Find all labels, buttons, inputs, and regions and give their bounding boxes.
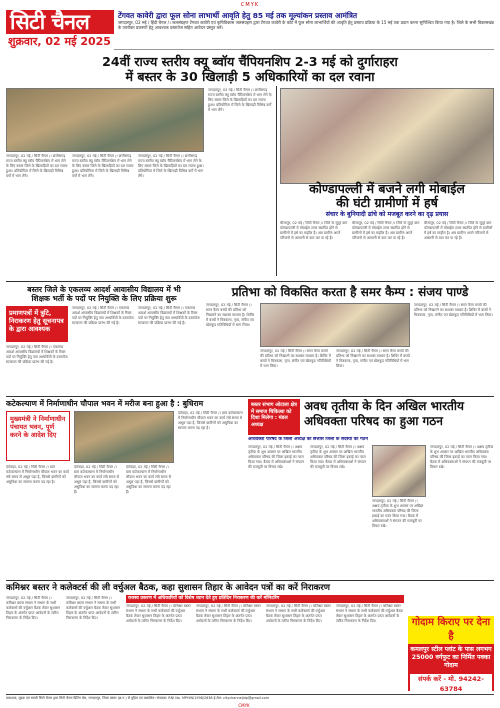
story6-body-col2: जगदलपुर, 02 मई / सिटी चैनल /। अक्षय तृतीया के शुभ अवसर पर अखिल भारतीय अधिवक्ता परिषद की जिला इकाई का गठन किया गया। बैठक में अधिवक्ताओं ने संगठन की मजबूती पर विचार रखे। xyxy=(310,445,367,469)
story3-body-col1: जगदलपुर, 02 मई / सिटी चैनल /। एकलव्य आदर्श आवासीय विद्यालयों में शिक्षकों के रिक्त पदों पर नियुक्ति हेतु पात्र अभ्यर्थियों के दस्तावेज सत्यापन की प्रक्रिया प्रारंभ की गई है। xyxy=(6,345,68,364)
story5-photo xyxy=(74,411,174,463)
story7-body-col6: जगदलपुर, 02 मई / सिटी चैनल /। कमिश्नर बस्तर संभाग ने संभाग के सभी कलेक्टर्स की वर्चुअल बैठक लेकर सुशासन तिहार के अंतर्गत प्राप्त आवेदनों के त्वरित निराकरण के निर्देश दिए। xyxy=(336,604,404,623)
story5-body-col3: दंतेवाड़ा, 02 मई / सिटी चैनल /। ग्राम कटेकल्याण में निर्माणाधीन चौपाल भवन का कार्य लंबे समय से अधूरा पड़ा है, जिससे ग्रामीणों को असुविधा का सामना करना पड़ रहा है। xyxy=(126,465,172,494)
story7-body-col5: जगदलपुर, 02 मई / सिटी चैनल /। कमिश्नर बस्तर संभाग ने संभाग के सभी कलेक्टर्स की वर्चुअल बैठक लेकर सुशासन तिहार के अंतर्गत प्राप्त आवेदनों के त्वरित निराकरण के निर्देश दिए। xyxy=(266,604,331,623)
story3-headline-1: बस्तर जिले के एकलव्य आदर्श आवासीय विद्यालय में भी xyxy=(27,285,181,294)
story5-body-col4: दंतेवाड़ा, 02 मई / सिटी चैनल /। ग्राम कटेकल्याण में निर्माणाधीन चौपाल भवन का कार्य लंबे समय से अधूरा पड़ा है, जिससे ग्रामीणों को असुविधा का सामना करना पड़ रहा है। xyxy=(178,411,243,430)
masthead-title: सिटी चैनल xyxy=(6,10,114,34)
lead-headline: टेंगवत कावेरी द्वारा फूल सोना लाभार्थी आवृति हेतु 85 मई तक मूल्यांकन प्रस्ताव आमंत्रित xyxy=(118,11,358,20)
story4-body-col2: जगदलपुर, 02 मई / सिटी चैनल /। समर कैम्प बच्चों की प्रतिभा को निखारने का सशक्त माध्यम है। शिविर में बच्चों ने चित्रकला, नृत्य, संगीत एवं खेलकूद गतिविधियों में भाग लिया। xyxy=(260,349,331,368)
story-adhivakta-parishad xyxy=(248,399,494,577)
story5-side-box: मुख्यमंत्री ने निर्माणाधीन पंचायत भवन, पूर्ण करने के आदेश दिए xyxy=(6,411,70,461)
story1-headline-1: 24वीं राज्य स्तरीय क्यू ब्वॉय चैंपियनशिप 2-3 मई को दुर्गाराहरा xyxy=(102,54,398,69)
story4-body-col4: जगदलपुर, 02 मई / सिटी चैनल /। समर कैम्प बच्चों की प्रतिभा को निखारने का सशक्त माध्यम है। शिविर में बच्चों ने चित्रकला, नृत्य, संगीत एवं खेलकूद गतिविधियों में भाग लिया। xyxy=(414,303,493,317)
story6-headline-1: अवध तृतीया के दिन अखिल भारतीय xyxy=(304,399,464,413)
story2-body-col1: बीजापुर, 02 मई / सिटी चैनल /। जिले के सुदूर ग्राम कोण्डापल्ली में मोबाईल टावर स्थापित होने से ग्रामीणों में हर्ष का माहौल है। अब ग्रामीण अपने परिजनों से आसानी से बात कर पा रहे हैं। xyxy=(280,221,348,240)
masthead-row xyxy=(6,10,494,50)
cmyk-mark: CMYK xyxy=(240,2,260,8)
story3-body-col2: जगदलपुर, 02 मई / सिटी चैनल /। एकलव्य आदर्श आवासीय विद्यालयों में शिक्षकों के रिक्त पदों पर नियुक्ति हेतु पात्र अभ्यर्थियों के दस्तावेज सत्यापन की प्रक्रिया प्रारंभ की गई है। xyxy=(72,306,134,325)
story-commissioner-meeting xyxy=(6,583,404,693)
story2-headline-2: की घंटी ग्रामीणों में हर्ष xyxy=(336,195,438,210)
section-divider xyxy=(6,281,494,282)
story5-body-col1: दंतेवाड़ा, 02 मई / सिटी चैनल /। ग्राम कटेकल्याण में निर्माणाधीन चौपाल भवन का कार्य लंबे समय से अधूरा पड़ा है, जिससे ग्रामीणों को असुविधा का सामना करना पड़ रहा है। xyxy=(6,465,69,484)
masthead-date: शुक्रवार, 02 मई 2025 xyxy=(6,34,114,50)
story7-body-col1: जगदलपुर, 02 मई / सिटी चैनल /। कमिश्नर बस्तर संभाग ने संभाग के सभी कलेक्टर्स की वर्चुअल बैठक लेकर सुशासन तिहार के अंतर्गत प्राप्त आवेदनों के त्वरित निराकरण के निर्देश दिए। xyxy=(6,596,61,620)
story1-body-col3: जगदलपुर, 02 मई / सिटी चैनल /। छत्तीसगढ़ राज्य स्तरीय क्यू ब्वॉय चैंपियनशिप में भाग लेने के लिए बस्तर जिले के खिलाड़ियों का दल रवाना हुआ। प्रतियोगिता में जिले के खिलाड़ी विभिन्न वर्गों में भाग लेंगे। xyxy=(138,154,204,178)
story4-body-col1: जगदलपुर, 02 मई / सिटी चैनल /। समर कैम्प बच्चों की प्रतिभा को निखारने का सशक्त माध्यम है। शिविर में बच्चों ने चित्रकला, नृत्य, संगीत एवं खेलकूद गतिविधियों में भाग लिया। xyxy=(206,303,255,327)
story1-body-col2: जगदलपुर, 02 मई / सिटी चैनल /। छत्तीसगढ़ राज्य स्तरीय क्यू ब्वॉय चैंपियनशिप में भाग लेने के लिए बस्तर जिले के खिलाड़ियों का दल रवाना हुआ। प्रतियोगिता में जिले के खिलाड़ी विभिन्न वर्गों में भाग लेंगे। xyxy=(72,154,134,178)
masthead xyxy=(6,10,114,50)
story7-body-col3: जगदलपुर, 02 मई / सिटी चैनल /। कमिश्नर बस्तर संभाग ने संभाग के सभी कलेक्टर्स की वर्चुअल बैठक लेकर सुशासन तिहार के अंतर्गत प्राप्त आवेदनों के त्वरित निराकरण के निर्देश दिए। xyxy=(126,604,191,623)
imprint-line: प्रकाशक, मुद्रक एवं स्वामी सिटी चैनल द्वारा सिटी चैनल प्रिंटिंग प्रेस, जगदलपुर, जिला बस्तर (छ.ग.) से मुद्रित एवं प्रकाशित। संपादक: RNI No. MPHIN/1998/2638 ई-मेल: citychanneljdp@gmail.com xyxy=(6,694,494,704)
story6-subhead: अधिवक्ता परिषद के जिला अध्यक्ष का छत्तीस जिलों के सदस्यों का गठन xyxy=(248,437,368,442)
lead-story xyxy=(118,11,494,50)
story-eklavya-teacher xyxy=(6,285,202,393)
story1-body-col1: जगदलपुर, 02 मई / सिटी चैनल /। छत्तीसगढ़ राज्य स्तरीय क्यू ब्वॉय चैंपियनशिप में भाग लेने के लिए बस्तर जिले के खिलाड़ियों का दल रवाना हुआ। प्रतियोगिता में जिले के खिलाड़ी विभिन्न वर्गों में भाग लेंगे। xyxy=(6,154,68,178)
story2-photo xyxy=(280,88,494,184)
story2-body-col3: बीजापुर, 02 मई / सिटी चैनल /। जिले के सुदूर ग्राम कोण्डापल्ली में मोबाईल टावर स्थापित होने से ग्रामीणों में हर्ष का माहौल है। अब ग्रामीण अपने परिजनों से आसानी से बात कर पा रहे हैं। xyxy=(424,221,493,240)
story3-red-box: प्रमाणपत्रों में त्रुटि, निराकरण हेतु सूचनापत्र के द्वारा आवश्यक xyxy=(6,306,68,342)
story1-headline-2: में बस्तर के 30 खिलाड़ी 5 अधिकारियों का दल रवाना xyxy=(125,69,375,84)
story3-body-col3: जगदलपुर, 02 मई / सिटी चैनल /। एकलव्य आदर्श आवासीय विद्यालयों में शिक्षकों के रिक्त पदों पर नियुक्ति हेतु पात्र अभ्यर्थियों के दस्तावेज सत्यापन की प्रक्रिया प्रारंभ की गई है। xyxy=(138,306,200,325)
story6-badge: बस्तर संभाग ओटाला क्षेत्र में समाज चिकित्सा को दिशा मिलेगा : मंडल अध्यक्ष xyxy=(248,399,300,435)
story7-body-col2: जगदलपुर, 02 मई / सिटी चैनल /। कमिश्नर बस्तर संभाग ने संभाग के सभी कलेक्टर्स की वर्चुअल बैठक लेकर सुशासन तिहार के अंतर्गत प्राप्त आवेदनों के त्वरित निराकरण के निर्देश दिए। xyxy=(66,596,121,620)
story4-photo xyxy=(260,303,410,347)
section-divider xyxy=(6,396,494,397)
story1-body-col4: जगदलपुर, 02 मई / सिटी चैनल /। छत्तीसगढ़ राज्य स्तरीय क्यू ब्वॉय चैंपियनशिप में भाग लेने के लिए बस्तर जिले के खिलाड़ियों का दल रवाना हुआ। प्रतियोगिता में जिले के खिलाड़ी विभिन्न वर्गों में भाग लेंगे। xyxy=(208,88,272,112)
story4-body-col3: जगदलपुर, 02 मई / सिटी चैनल /। समर कैम्प बच्चों की प्रतिभा को निखारने का सशक्त माध्यम है। शिविर में बच्चों ने चित्रकला, नृत्य, संगीत एवं खेलकूद गतिविधियों में भाग लिया। xyxy=(336,349,410,368)
story7-body-col4: जगदलपुर, 02 मई / सिटी चैनल /। कमिश्नर बस्तर संभाग ने संभाग के सभी कलेक्टर्स की वर्चुअल बैठक लेकर सुशासन तिहार के अंतर्गत प्राप्त आवेदनों के त्वरित निराकरण के निर्देश दिए। xyxy=(196,604,261,623)
column-divider xyxy=(276,86,277,276)
story3-headline-2: शिक्षक भर्ती के पदों पर नियुक्ति के लिए प्रक्रिया शुरू xyxy=(31,294,177,303)
ad-contact: संपर्क करें - मो. 94242-63784 xyxy=(410,674,492,694)
story6-body-col3: जगदलपुर, 02 मई / सिटी चैनल /। अक्षय तृतीया के शुभ अवसर पर अखिल भारतीय अधिवक्ता परिषद की जिला इकाई का गठन किया गया। बैठक में अधिवक्ताओं ने संगठन की मजबूती पर विचार रखे। xyxy=(372,499,424,528)
story2-headline-1: कोण्डापल्ली में बजने लगी मोबाईल xyxy=(309,181,465,196)
story-summer-camp xyxy=(206,285,494,393)
godown-rent-ad xyxy=(408,616,494,691)
story6-body-col1: जगदलपुर, 02 मई / सिटी चैनल /। अक्षय तृतीया के शुभ अवसर पर अखिल भारतीय अधिवक्ता परिषद की जिला इकाई का गठन किया गया। बैठक में अधिवक्ताओं ने संगठन की मजबूती पर विचार रखे। xyxy=(248,445,305,469)
lead-body: जगदलपुर, 02 मई / हिंदी चैनल /। जलसंग्रहण टेंगवत कावेरी एवं कृषिविकास जलसंग्रहण द्वारा टेंगवत कावेरी के कोर्ट में फूल सोना लाभार्थियों की आवृति हेतु प्रस्ताव प्रक्रिया के 15 मई तक प्रदान करना सुनिश्चित किया गया है। जिले के सभी विकासखंड के उपरोक्त प्रकरणों हेतु आवश्यक दस्तावेज सहित आवेदन प्रस्तुत करें। xyxy=(118,20,494,31)
story6-headline-2: अधिवक्ता परिषद का हुआ गठन xyxy=(304,414,443,428)
story-kondapalli-mobile xyxy=(280,88,494,278)
ad-title: गोदाम किराए पर देना है xyxy=(408,616,494,644)
cmyk-mark-bottom: CMYK xyxy=(238,703,250,708)
story5-headline: कटेकल्याण में निर्माणाधीन चौपाल भवन में मरीज बना हुआ है : बुधिराम xyxy=(6,399,204,408)
newspaper-page xyxy=(6,2,494,706)
story7-subhead: राजस्व प्रकरण में अधिकारियों को विशेष ध्यान देते हुए प्रतिदिन निराकरण की करें मॉनिटरिंग xyxy=(126,595,404,603)
story4-headline: प्रतिभा को विकसित करता है समर कैम्प : संजय पाण्डे xyxy=(231,285,469,299)
story6-photo xyxy=(372,445,426,497)
story2-subhead: संचार के बुनियादी ढांचे को मजबूत करने का दृढ़ प्रयास xyxy=(325,211,449,218)
story6-body-col4: जगदलपुर, 02 मई / सिटी चैनल /। अक्षय तृतीया के शुभ अवसर पर अखिल भारतीय अधिवक्ता परिषद की जिला इकाई का गठन किया गया। बैठक में अधिवक्ताओं ने संगठन की मजबूती पर विचार रखे। xyxy=(430,445,494,469)
story1-photo xyxy=(6,88,204,152)
story5-body-col2: दंतेवाड़ा, 02 मई / सिटी चैनल /। ग्राम कटेकल्याण में निर्माणाधीन चौपाल भवन का कार्य लंबे समय से अधूरा पड़ा है, जिससे ग्रामीणों को असुविधा का सामना करना पड़ रहा है। xyxy=(74,465,120,494)
ad-body: कमलपुर स्टील प्लांट के पास लगभग 25000 वर्गफुट का निर्मित पक्का गोदाम xyxy=(410,646,492,669)
story7-headline: कमिश्नर बस्तर ने कलेक्टर्स की ली वर्चुअल बैठक, कहा सुशासन तिहार के आवेदन पत्रों का करें निराकरण xyxy=(6,583,331,593)
story-katekalyan-chaupal xyxy=(6,399,244,577)
section-divider xyxy=(6,580,494,581)
story2-body-col2: बीजापुर, 02 मई / सिटी चैनल /। जिले के सुदूर ग्राम कोण्डापल्ली में मोबाईल टावर स्थापित होने से ग्रामीणों में हर्ष का माहौल है। अब ग्रामीण अपने परिजनों से आसानी से बात कर पा रहे हैं। xyxy=(352,221,420,240)
